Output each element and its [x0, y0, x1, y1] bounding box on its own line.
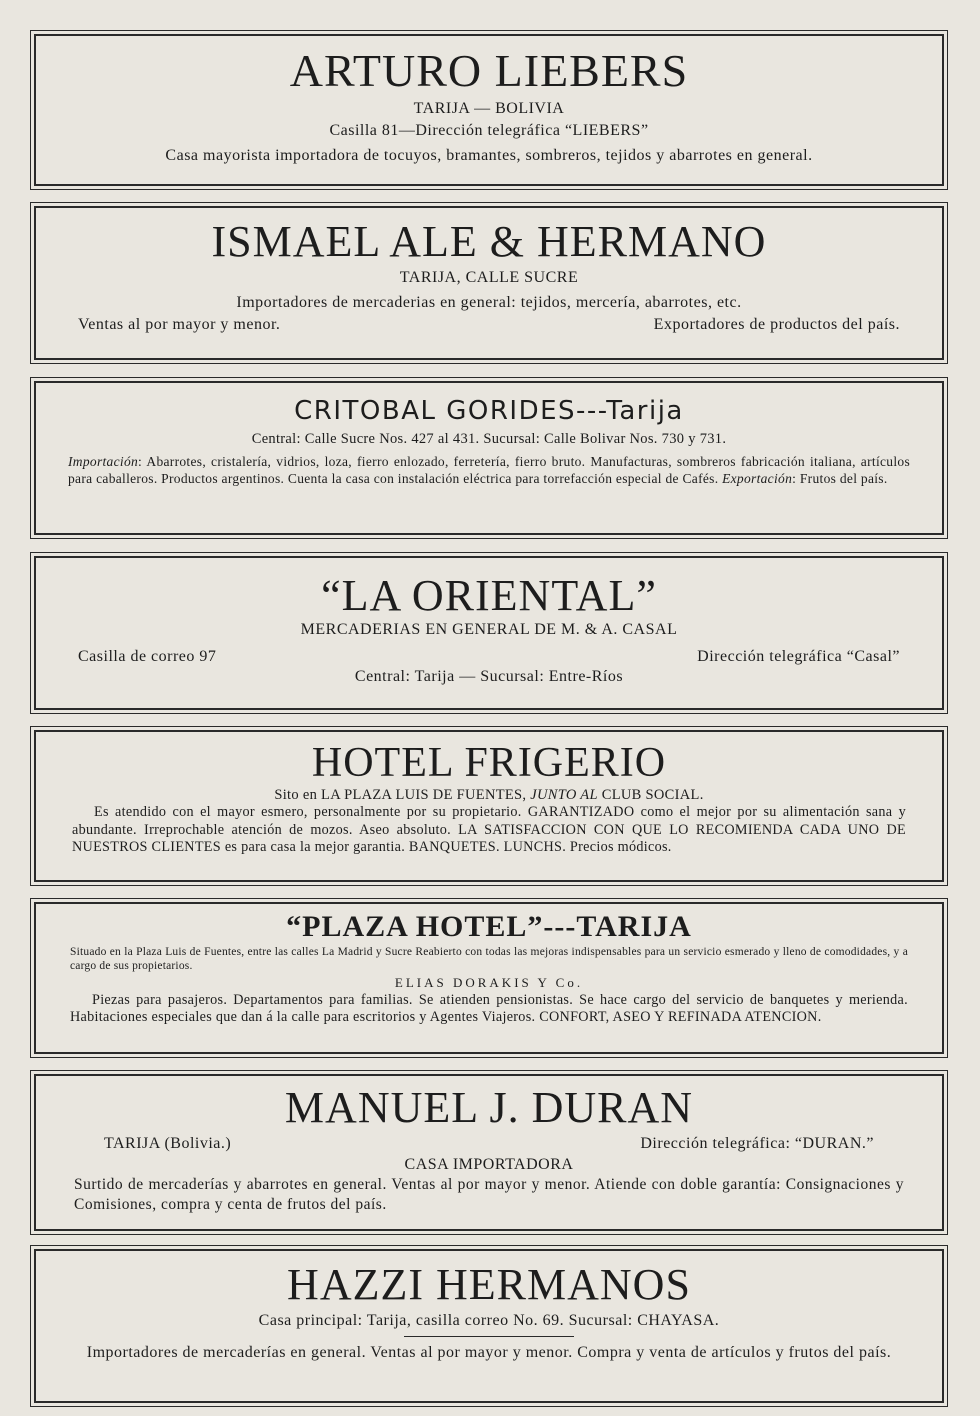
- ad-plaza-hotel: [30, 898, 948, 1058]
- ad-address: Casilla 81—Dirección telegráfica “LIEBERS”: [329, 122, 649, 140]
- location-club: CLUB SOCIAL.: [601, 787, 704, 804]
- desc-tail: CONFORT, ASEO Y REFINADA ATENCION.: [539, 1009, 822, 1026]
- ad-location: TARIJA — BOLIVIA: [413, 99, 565, 117]
- ad-branches: Central: Tarija — Sucursal: Entre-Ríos: [354, 668, 624, 686]
- desc-7: Precios módicos.: [569, 838, 672, 855]
- ad-description: Surtido de mercaderías y abarrotes en general. Ventas al por mayor y menor. Atiende con doble garantía: Consignaciones y Comisiones, compra y centa de frutos del país.: [74, 1176, 904, 1213]
- ad-title: ISMAEL ALE & HERMANO: [211, 217, 767, 266]
- ad-contact-left: TARIJA (Bolivia.): [104, 1135, 232, 1153]
- ad-description: Importadores de mercaderías en general. Ventas al por mayor y menor. Compra y venta de artículos y frutos del país.: [86, 1343, 892, 1361]
- ad-description: [68, 454, 910, 488]
- export-text: : Frutos del país.: [792, 470, 888, 486]
- ad-address: Casa principal: Tarija, casilla correo No. 69. Sucursal: CHAYASA.: [258, 1312, 720, 1330]
- ad-intro: Situado en la Plaza Luis de Fuentes, entre las calles La Madrid y Sucre Reabierto con todas las mejoras indispensables para un servicio esmerado y lleno de comodidades, y a cargo de sus propietarios.: [70, 946, 908, 973]
- ad-description: [70, 992, 908, 1026]
- ad-title: CRITOBAL GORIDES---Tarija: [294, 396, 684, 426]
- ad-footer-right: Exportadores de productos del país.: [653, 316, 900, 334]
- ad-location: TARIJA, CALLE SUCRE: [399, 269, 579, 287]
- desc-3: Irreprochable atención de mozos. Aseo absoluto.: [144, 821, 451, 838]
- ad-critobal-gorides: [30, 377, 948, 539]
- desc-2: GARANTIZADO como el mejor por su alimentación sana y abundante.: [72, 804, 906, 838]
- ad-contact-right: Dirección telegráfica “Casal”: [697, 647, 900, 665]
- ad-footer: [78, 315, 900, 335]
- ad-title: “LA ORIENTAL”: [321, 571, 657, 620]
- import-text: : Abarrotes, cristalería, vidrios, loza, fierro enlozado, ferretería, fierro bruto. Manufacturas, sombreros fabricación italiana, artículos para caballeros. Productos argentinos. Cuenta la casa con instalación eléctrica para torrefacción especial de Cafés.: [68, 453, 910, 486]
- ad-title: HAZZI HERMANOS: [287, 1260, 691, 1309]
- ad-manuel-duran: [30, 1070, 948, 1235]
- ad-title: ARTURO LIEBERS: [289, 45, 689, 96]
- ad-subtitle: MERCADERIAS EN GENERAL DE M. & A. CASAL: [300, 621, 678, 639]
- location-emphasis: JUNTO AL: [530, 787, 598, 804]
- ad-description: [72, 804, 906, 856]
- ad-la-oriental: [30, 552, 948, 714]
- ad-owners: ELIAS DORAKIS Y Co.: [394, 974, 584, 990]
- ad-location: [72, 786, 906, 804]
- ad-title: HOTEL FRIGERIO: [311, 740, 667, 786]
- desc-body: Piezas para pasajeros. Departamentos para familias. Se atienden pensionistas. Se hace cargo del servicio de banquetes y merienda. Habitaciones especiales que dan á la calle para escritorios y Agentes Viajeros.: [70, 992, 908, 1026]
- ad-hotel-frigerio: [30, 726, 948, 886]
- ad-arturo-liebers: [30, 30, 948, 190]
- ad-hazzi-hermanos: [30, 1245, 948, 1407]
- ad-contact-left: Casilla de correo 97: [78, 647, 217, 665]
- divider-rule: [404, 1336, 574, 1337]
- import-label: Importación: [68, 453, 139, 469]
- desc-4: LA SATISFACCION CON QUE LO RECOMIENDA CADA UNO DE NUESTROS CLIENTES: [72, 821, 906, 855]
- ad-contact: [78, 647, 900, 667]
- ad-ismael-ale: [30, 202, 948, 364]
- ad-footer-left: Ventas al por mayor y menor.: [78, 316, 281, 334]
- ad-description: Importadores de mercaderias en general: tejidos, mercería, abarrotes, etc.: [236, 293, 742, 311]
- ad-title: MANUEL J. DURAN: [284, 1083, 694, 1132]
- desc-6: BANQUETES. LUNCHS.: [408, 838, 567, 855]
- export-label: Exportación: [722, 470, 793, 486]
- desc-5: es para casa la mejor garantia.: [224, 838, 406, 855]
- ad-contact-right: Dirección telegráfica: “DURAN.”: [640, 1135, 874, 1153]
- desc-1: Es atendido con el mayor esmero, personalmente por su propietario.: [94, 804, 522, 821]
- ad-contact: [74, 1134, 904, 1154]
- ad-title: “PLAZA HOTEL”---TARIJA: [286, 910, 692, 943]
- ad-address: Central: Calle Sucre Nos. 427 al 431. Sucursal: Calle Bolivar Nos. 730 y 731.: [251, 430, 727, 447]
- ad-type: CASA IMPORTADORA: [404, 1155, 574, 1173]
- ad-description: Casa mayorista importadora de tocuyos, bramantes, sombreros, tejidos y abarrotes en general.: [165, 146, 813, 164]
- location-text: Sito en LA PLAZA LUIS DE FUENTES,: [274, 787, 527, 804]
